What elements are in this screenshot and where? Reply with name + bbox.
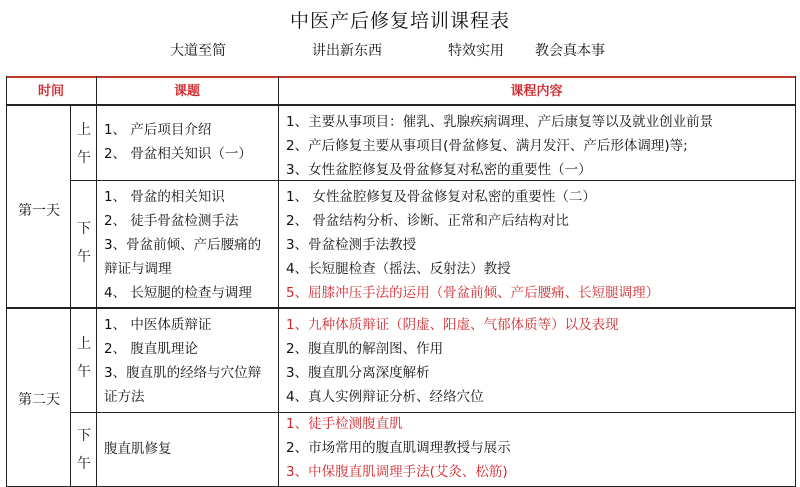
content-item: 2、产后修复主要从事项目(骨盆修复、满月发汗、产后形体调理)等; xyxy=(286,138,688,154)
column-divider xyxy=(278,76,279,487)
topic-item: 辩证与调理 xyxy=(104,261,172,277)
content-item: 2、腹直肌的解剖图、作用 xyxy=(286,341,444,357)
content-item: 1、九种体质辩证（阴虚、阳虚、气郁体质等）以及表现 xyxy=(286,317,619,333)
content-item: 1、主要从事项目：催乳、乳腺疾病调理、产后康复等以及就业创业前景 xyxy=(286,114,714,130)
session-label: 下 午 xyxy=(77,221,91,265)
content-item: 3、女性盆腔修复及骨盆修复对私密的重要性（一） xyxy=(286,162,592,178)
slogan: 大道至简 xyxy=(170,43,226,59)
slogan-row xyxy=(0,40,800,60)
header-content: 课程内容 xyxy=(510,84,563,99)
session-label: 上 午 xyxy=(77,122,91,166)
content-item: 1、徒手检测腹直肌 xyxy=(286,416,403,432)
content-item: 4、长短腿检查（摇法、反射法）教授 xyxy=(286,261,511,277)
topic-item: 2、 腹直肌理论 xyxy=(104,341,198,357)
content-item: 1、 女性盆腔修复及骨盆修复对私密的重要性（二） xyxy=(286,189,596,205)
topic-item: 证方法 xyxy=(104,389,145,405)
content-item: 3、骨盆检测手法教授 xyxy=(286,237,417,253)
table-top-border xyxy=(6,76,796,78)
page-title: 中医产后修复培训课程表 xyxy=(289,10,510,32)
header-topic: 课题 xyxy=(173,84,200,99)
header-time: 时间 xyxy=(37,84,64,99)
content-item: 5、屈膝冲压手法的运用（骨盆前倾、产后腰痛、长短腿调理） xyxy=(286,285,660,301)
topic-item: 1、 中医体质辩证 xyxy=(104,317,212,333)
column-divider xyxy=(96,76,97,487)
topic-item: 2、 骨盆相关知识（一） xyxy=(104,146,252,162)
topic-item: 1、 骨盆的相关知识 xyxy=(104,189,225,205)
content-item: 3、中保腹直肌调理手法(艾灸、松筋) xyxy=(286,464,508,480)
header-bottom-border xyxy=(6,104,796,106)
column-divider xyxy=(6,76,7,487)
slogan: 教会真本事 xyxy=(535,43,605,59)
column-divider xyxy=(70,104,71,487)
topic-item: 3、骨盆前倾、产后腰痛的 xyxy=(104,237,262,253)
day-label: 第二天 xyxy=(18,392,60,408)
content-item: 2、市场常用的腹直肌调理教授与展示 xyxy=(286,440,511,456)
slogan: 特效实用 xyxy=(448,43,504,59)
day-label: 第一天 xyxy=(18,203,60,219)
day-divider xyxy=(6,307,796,309)
topic-item: 4、 长短腿的检查与调理 xyxy=(104,285,252,301)
content-item: 2、 骨盆结构分析、诊断、正常和产后结构对比 xyxy=(286,213,569,229)
session-label: 上 午 xyxy=(77,336,91,380)
row-divider xyxy=(70,412,796,413)
topic-item: 腹直肌修复 xyxy=(104,441,172,457)
topic-item: 1、 产后项目介绍 xyxy=(104,122,212,138)
topic-item: 2、 徒手骨盆检测手法 xyxy=(104,213,239,229)
content-item: 4、真人实例辩证分析、经络穴位 xyxy=(286,389,484,405)
content-item: 3、腹直肌分离深度解析 xyxy=(286,365,430,381)
slogan: 讲出新东西 xyxy=(312,43,382,59)
session-label: 下 午 xyxy=(77,428,91,472)
topic-item: 3、腹直肌的经络与穴位辩 xyxy=(104,365,262,381)
column-divider xyxy=(795,76,796,487)
